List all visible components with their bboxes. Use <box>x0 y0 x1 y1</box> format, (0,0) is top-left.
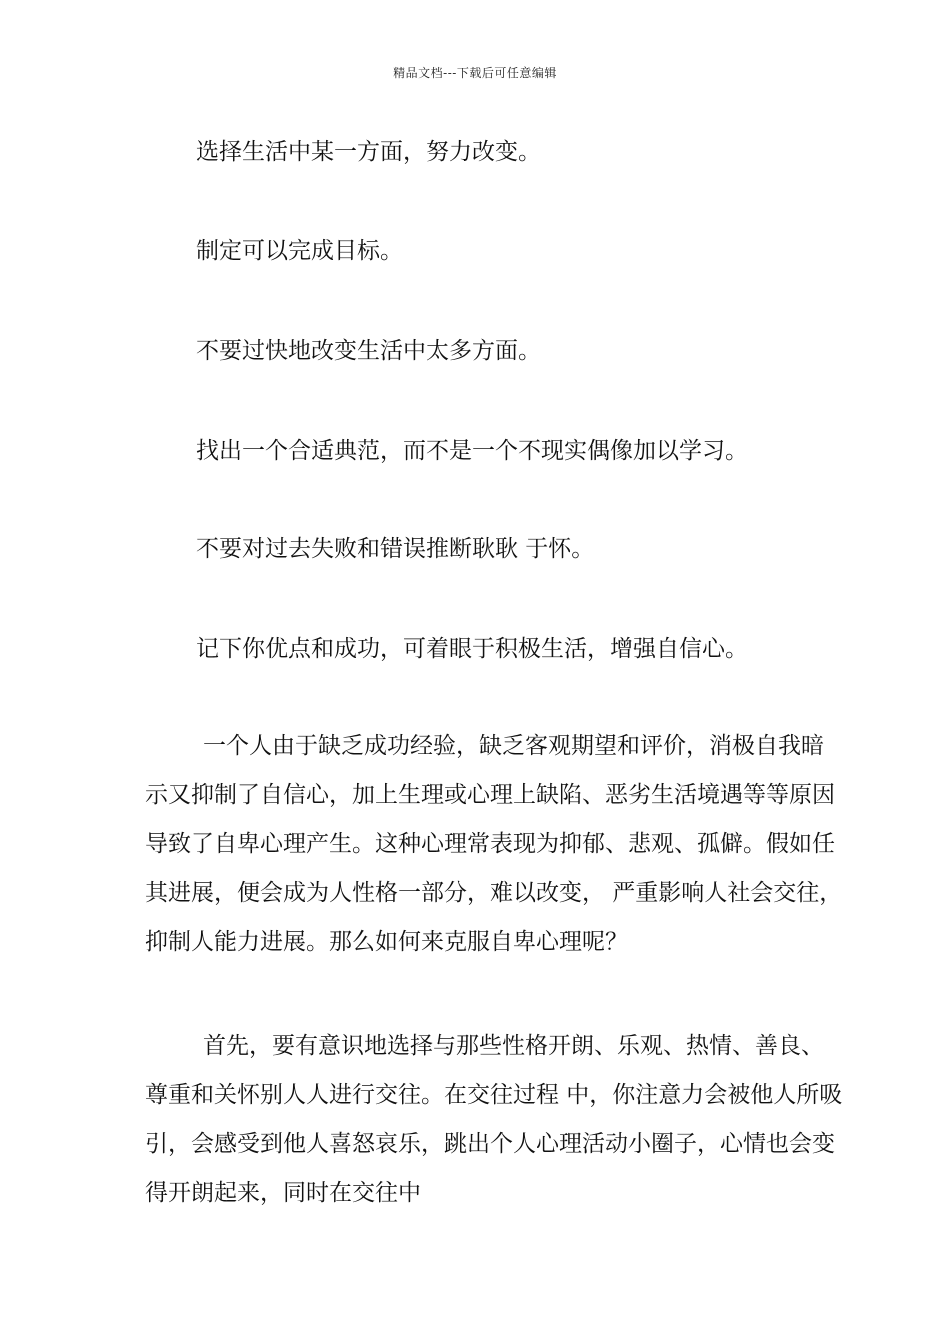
body-paragraph: 首先，要有意识地选择与那些性格开朗、乐观、热情、善良、尊重和关怀别人人进行交往。在交往过程 中，你注意力会被他人所吸引，会感受到他人喜怒哀乐，跳出个人心理活动小圈子，心情也会变得开朗起来，同时在交往中 <box>145 1033 843 1206</box>
tip-line: 不要对过去失败和错误推断耿耿 于怀。 <box>196 536 595 562</box>
tip-line: 找出一个合适典范，而不是一个不现实偶像加以学习。 <box>196 438 748 464</box>
body-paragraph: 一个人由于缺乏成功经验，缺乏客观期望和评价，消极自我暗示又抑制了自信心，加上生理或心理上缺陷、恶劣生活境遇等等原因导致了自卑心理产生。这种心理常表现为抑郁、悲观、孤僻。假如任其进展，便会成为人性格一部分，难以改变， 严重影响人社会交往，抑制人能力进展。那么如何来克服自卑心理呢？ <box>145 733 843 955</box>
tip-line: 不要过快地改变生活中太多方面。 <box>196 338 541 364</box>
page-header: 精品文档---下载后可任意编辑 <box>393 66 557 80</box>
tip-line: 制定可以完成目标。 <box>196 238 403 264</box>
tip-line: 选择生活中某一方面，努力改变。 <box>196 139 541 165</box>
tip-line: 记下你优点和成功，可着眼于积极生活，增强自信心。 <box>196 636 748 662</box>
